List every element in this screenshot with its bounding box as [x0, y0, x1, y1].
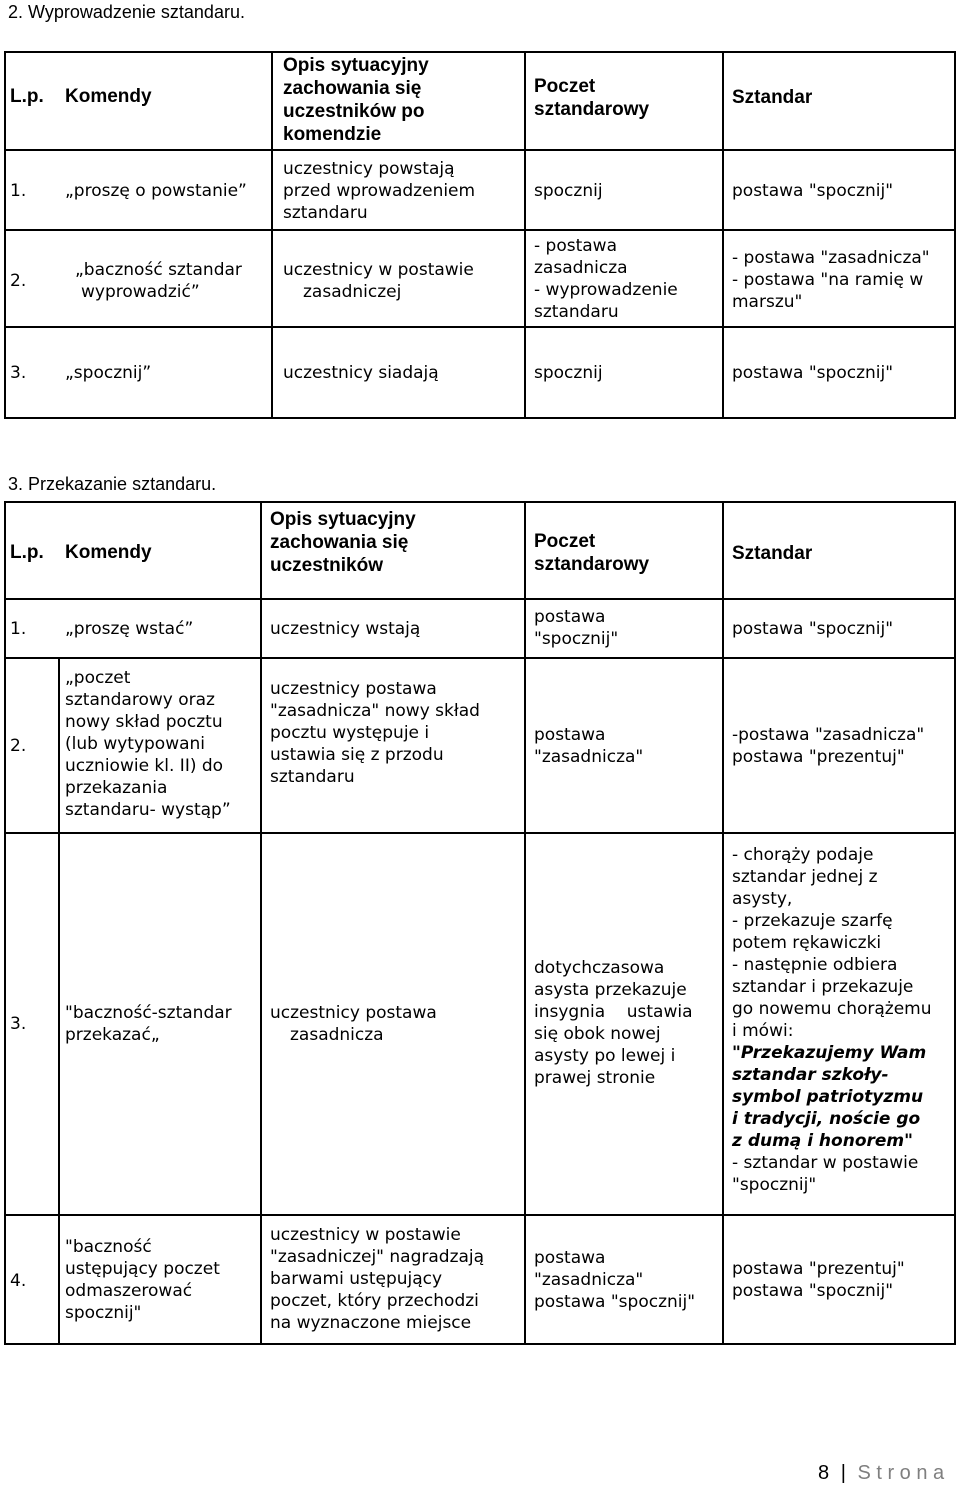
footer-separator: | [840, 1462, 846, 1484]
row-opis: uczestnicy siadają [283, 363, 439, 383]
header-sztandar: Sztandar [732, 87, 813, 108]
row-komenda: „proszę wstać” [65, 619, 194, 639]
header-poczet: Poczet sztandarowy [534, 531, 650, 575]
row-sztandar: -postawa "zasadnicza" postawa "prezentuj" [732, 725, 925, 767]
row-poczet: postawa "zasadnicza" [534, 725, 644, 767]
row-lp: 3. [10, 1014, 27, 1034]
row-komenda: „poczet sztandarowy oraz nowy skład pocztu (lub wytypowani uczniowie kl. II) do przekazania sztandaru- wystąp” [65, 668, 231, 820]
header-lp: L.p. [10, 86, 44, 107]
row-lp: 2. [10, 271, 27, 291]
header-poczet: Poczet sztandarowy [534, 76, 650, 120]
row-poczet: postawa "spocznij" [534, 607, 619, 649]
row-komenda: „baczność sztandar wyprowadzić” [75, 260, 242, 302]
row-opis: uczestnicy postawa "zasadnicza" nowy skład pocztu występuje i ustawia się z przodu sztandaru [270, 679, 480, 787]
header-lp: L.p. [10, 542, 44, 563]
row-sztandar: postawa "prezentuj" postawa "spocznij" [732, 1259, 905, 1301]
row-komenda: "baczność-sztandar przekazać„ [65, 1003, 232, 1045]
row-poczet: - postawa zasadnicza - wyprowadzenie sztandaru [534, 236, 678, 322]
row-komenda: „proszę o powstanie” [65, 181, 247, 201]
row-lp: 2. [10, 736, 27, 756]
row-sztandar: postawa "spocznij" [732, 181, 894, 201]
row-opis: uczestnicy postawa zasadnicza [270, 1003, 437, 1045]
row-opis: uczestnicy w postawie "zasadniczej" nagradzają barwami ustępujący poczet, który przechodzi na wyznaczone miejsce [270, 1225, 485, 1333]
row-poczet: spocznij [534, 181, 603, 201]
row-opis: uczestnicy w postawie zasadniczej [283, 260, 474, 302]
header-komendy: Komendy [65, 542, 152, 563]
row-poczet: postawa "zasadnicza" postawa "spocznij" [534, 1248, 696, 1312]
row-komenda: „spocznij” [65, 363, 152, 383]
header-opis: Opis sytuacyjny zachowania się uczestników po komendzie [283, 55, 429, 145]
row-poczet: spocznij [534, 363, 603, 383]
page-number: 8 [818, 1462, 830, 1484]
row-lp: 3. [10, 363, 27, 383]
page-footer [818, 1462, 944, 1485]
row-sztandar: postawa "spocznij" [732, 619, 894, 639]
row-opis: uczestnicy powstają przed wprowadzeniem sztandaru [283, 159, 476, 223]
row-sztandar: postawa "spocznij" [732, 363, 894, 383]
row-lp: 1. [10, 619, 27, 639]
section-3-heading: 3. Przekazanie sztandaru. [8, 474, 217, 494]
quote-text: "Przekazujemy Wam [732, 1043, 927, 1063]
row-lp: 4. [10, 1271, 27, 1291]
row-poczet: dotychczasowa asysta przekazuje insygnia ustawia się obok nowej asysty po lewej i prawej stronie [534, 958, 693, 1088]
row-sztandar: - postawa "zasadnicza" - postawa "na ramię w marszu" [732, 248, 930, 312]
row-sztandar: - chorąży podaje sztandar jednej z asysty, - przekazuje szarfę potem rękawiczki - następnie odbiera sztandar i przekazuje go nowemu chorążemu i mówi: "Przekazujemy Wam sztandar szkoły- symbol patriotyzmu i tradycji, noście go z dumą i honorem" - sztandar w postawie "spocznij" [732, 845, 932, 1195]
header-opis: Opis sytuacyjny zachowania się uczestników [270, 509, 416, 576]
header-sztandar: Sztandar [732, 543, 813, 564]
header-komendy: Komendy [65, 86, 152, 107]
row-komenda: "baczność ustępujący poczet odmaszerować spocznij" [65, 1237, 220, 1323]
row-opis: uczestnicy wstają [270, 619, 421, 639]
row-lp: 1. [10, 181, 27, 201]
section-2-heading: 2. Wyprowadzenie sztandaru. [8, 2, 245, 22]
footer-label: S t r o n a [857, 1462, 945, 1484]
